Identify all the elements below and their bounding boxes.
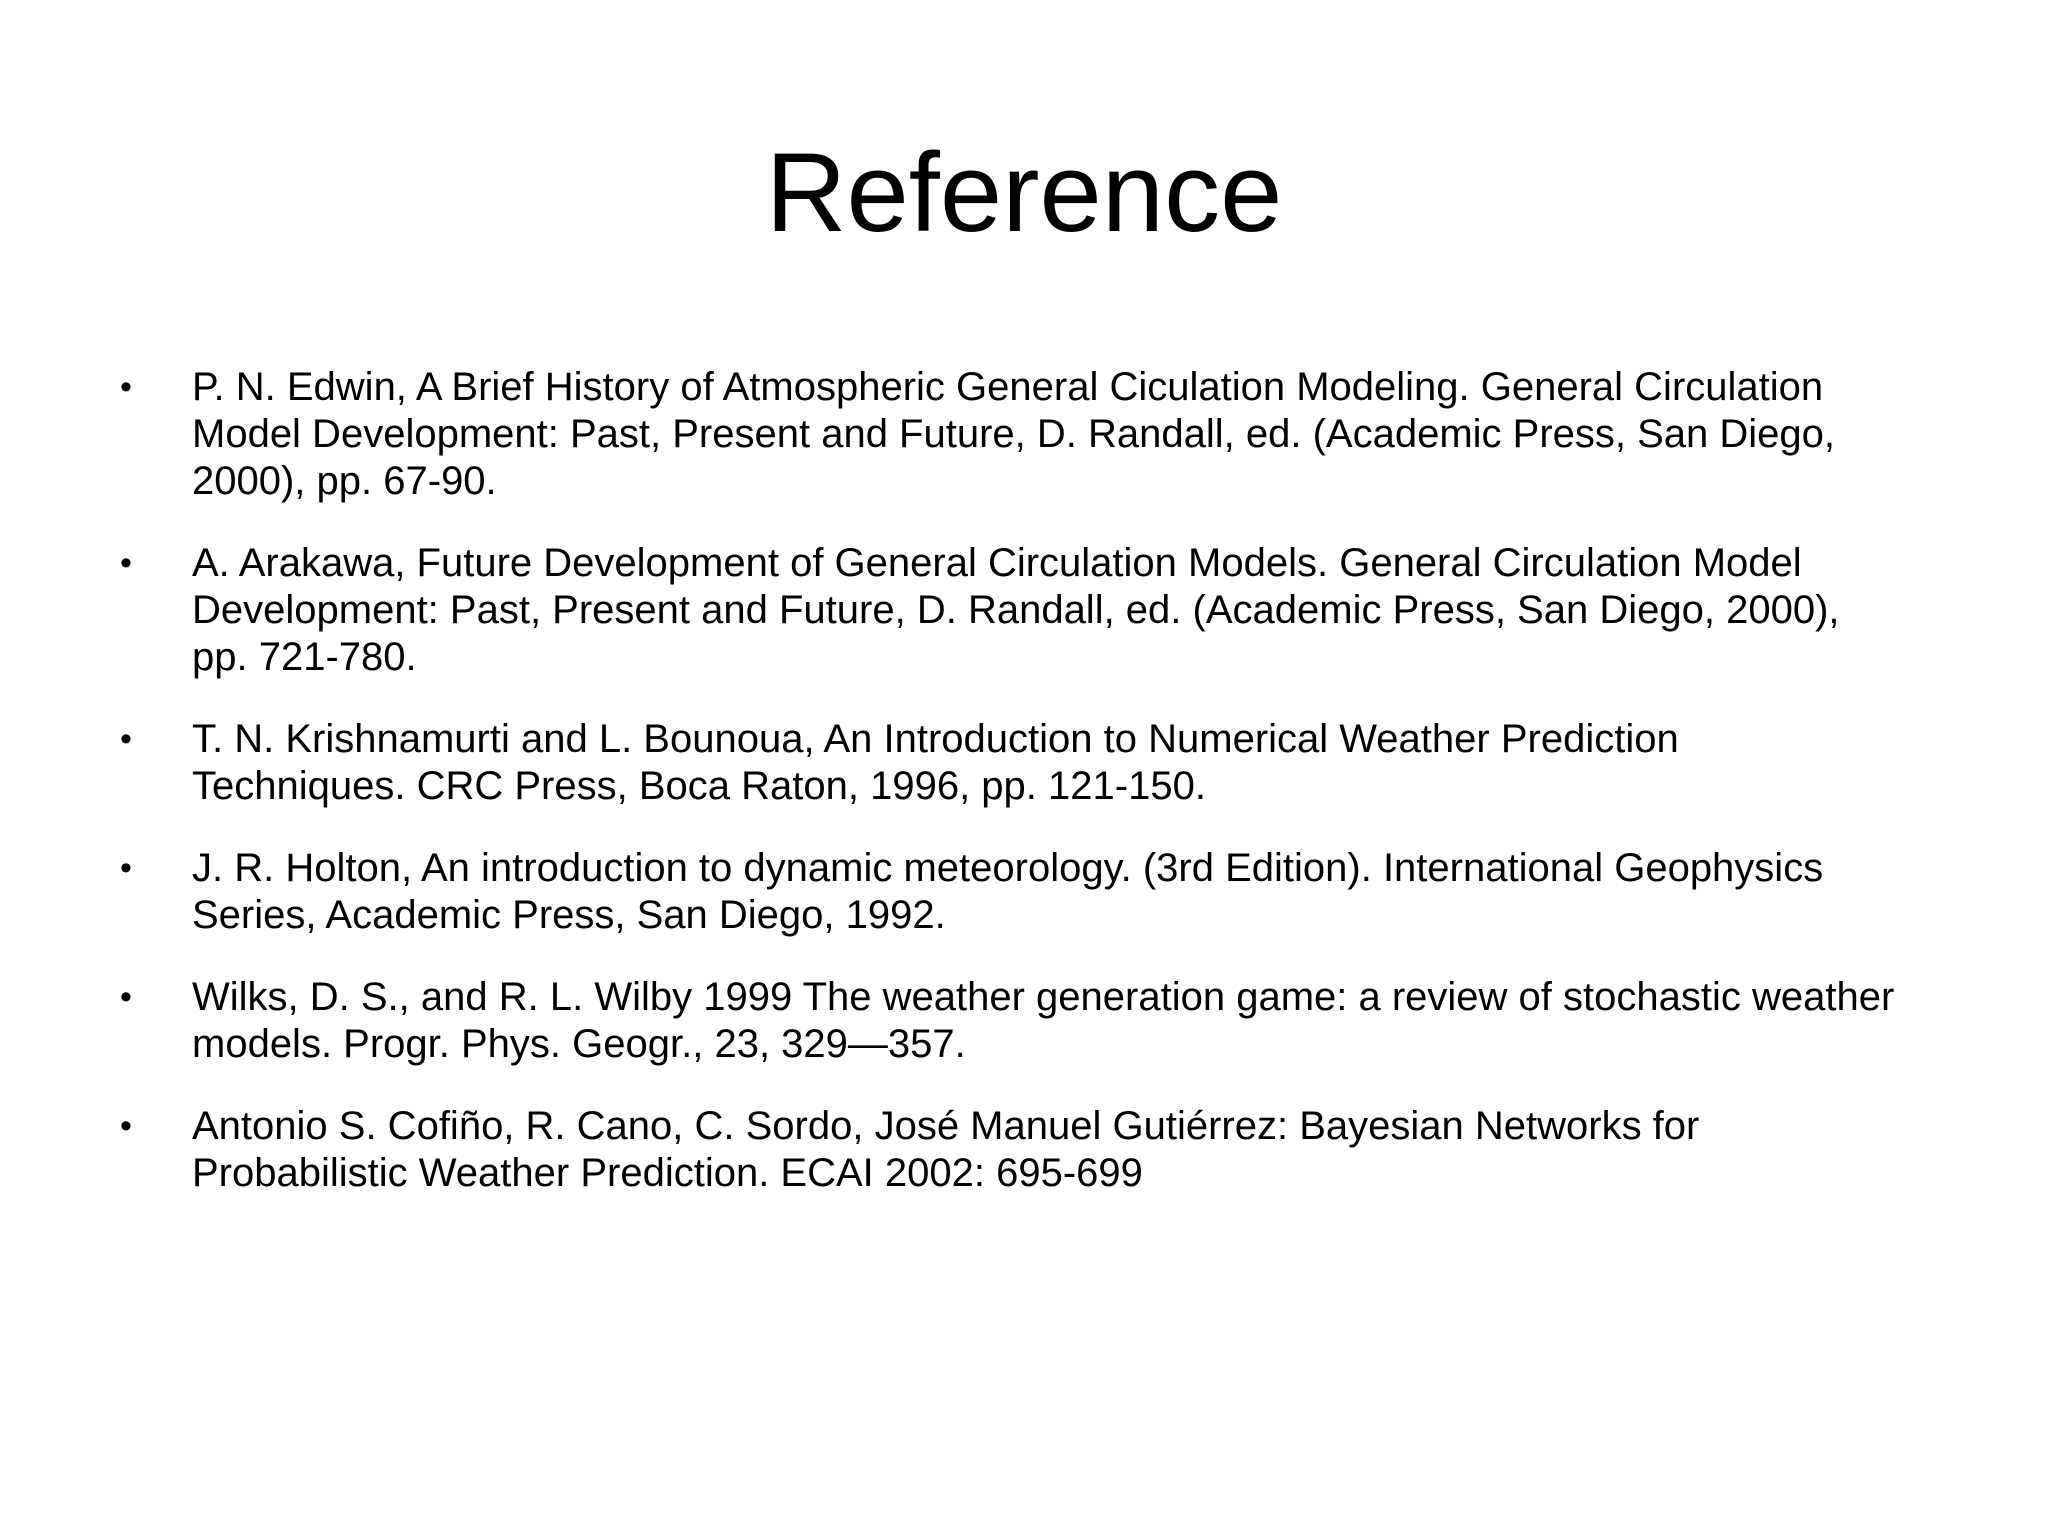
reference-text: P. N. Edwin, A Brief History of Atmospheric General Ciculation Modeling. General Circulation Model Development: Past, Present and Future, D. Randall, ed. (Academic Press, San Diego, 2000), pp. 67-90.: [192, 365, 1836, 503]
bullet-icon: •: [120, 978, 132, 1016]
bullet-icon: •: [120, 849, 132, 887]
reference-item: [120, 974, 1980, 1068]
reference-list: [120, 364, 1980, 1232]
reference-item: [120, 716, 1980, 810]
reference-text: Wilks, D. S., and R. L. Wilby 1999 The weather generation game: a review of stochastic weather models. Progr. Phys. Geogr., 23, 329—357.: [192, 975, 1895, 1066]
bullet-icon: •: [120, 544, 132, 582]
reference-item: [120, 845, 1980, 939]
reference-item: [120, 1103, 1980, 1197]
reference-text: J. R. Holton, An introduction to dynamic meteorology. (3rd Edition). International Geophysics Series, Academic Press, San Diego, 1992.: [192, 846, 1824, 937]
slide-title: Reference: [765, 130, 1283, 255]
reference-text: T. N. Krishnamurti and L. Bounoua, An Introduction to Numerical Weather Prediction Techniques. CRC Press, Boca Raton, 1996, pp. 121-150.: [192, 717, 1679, 808]
bullet-icon: •: [120, 720, 132, 758]
bullet-icon: •: [120, 1107, 132, 1145]
reference-text: Antonio S. Cofiño, R. Cano, C. Sordo, José Manuel Gutiérrez: Bayesian Networks for Probabilistic Weather Prediction. ECAI 2002: 695-699: [192, 1104, 1700, 1195]
reference-item: [120, 364, 1980, 505]
bullet-icon: •: [120, 368, 132, 406]
reference-item: [120, 540, 1980, 681]
reference-text: A. Arakawa, Future Development of General Circulation Models. General Circulation Model Development: Past, Present and Future, D. Randall, ed. (Academic Press, San Diego, 2000), pp. 721-780.: [192, 541, 1840, 679]
